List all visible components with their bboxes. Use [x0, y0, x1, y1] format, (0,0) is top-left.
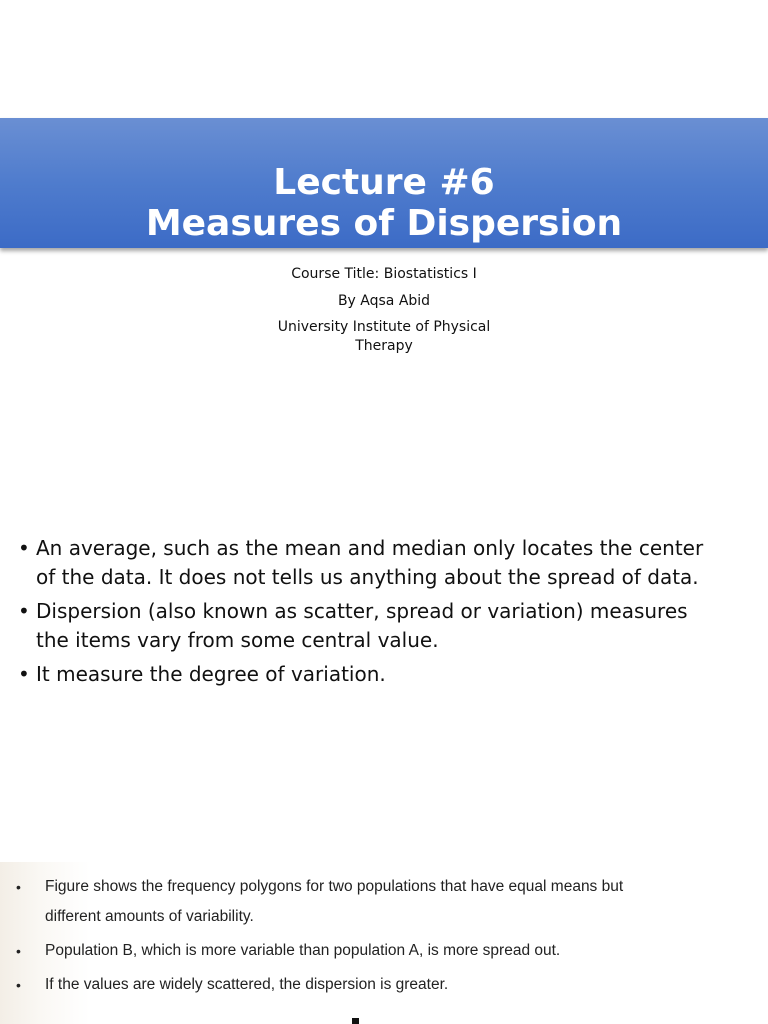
dispersion-intro-slide	[0, 430, 768, 862]
bullet-icon: •	[18, 662, 30, 686]
bullet-text: It measure the degree of variation.	[36, 662, 386, 686]
bullet-list	[18, 534, 758, 694]
bullet-text: different amounts of variability.	[45, 908, 254, 925]
variability-slide	[0, 862, 768, 1024]
institute-line-1: University Institute of Physical	[277, 319, 491, 335]
bullet-text: Population B, which is more variable than population A, is more spread out.	[45, 942, 561, 959]
institute-line-2: Therapy	[355, 338, 413, 354]
list-item	[0, 872, 768, 932]
bullet-text: Figure shows the frequency polygons for two populations that have equal means but	[45, 878, 624, 895]
cropped-figure-fragment	[352, 1018, 359, 1024]
list-item	[18, 597, 758, 655]
bullet-text: of the data. It does not tells us anything about the spread of data.	[36, 565, 699, 589]
list-item	[0, 970, 768, 1000]
bullet-text: Dispersion (also known as scatter, spread or variation) measures	[36, 599, 688, 623]
bullet-text: If the values are widely scattered, the dispersion is greater.	[45, 976, 449, 993]
bullet-icon: •	[18, 599, 30, 623]
list-item	[18, 660, 758, 689]
list-item	[0, 936, 768, 966]
bullet-icon: •	[18, 536, 30, 560]
bullet-list	[0, 872, 768, 1004]
lecture-number-title: Lecture #6	[273, 162, 495, 203]
course-title: Course Title: Biostatistics I	[291, 266, 477, 282]
bullet-text: the items vary from some central value.	[36, 628, 439, 652]
lecture-topic-title: Measures of Dispersion	[145, 203, 623, 244]
bullet-text: An average, such as the mean and median only locates the center	[36, 536, 704, 560]
bullet-icon: •	[16, 879, 21, 895]
title-slide	[0, 0, 768, 430]
bullet-icon: •	[16, 977, 21, 993]
bullet-icon: •	[16, 943, 21, 959]
list-item	[18, 534, 758, 592]
author-name: By Aqsa Abid	[337, 293, 431, 309]
